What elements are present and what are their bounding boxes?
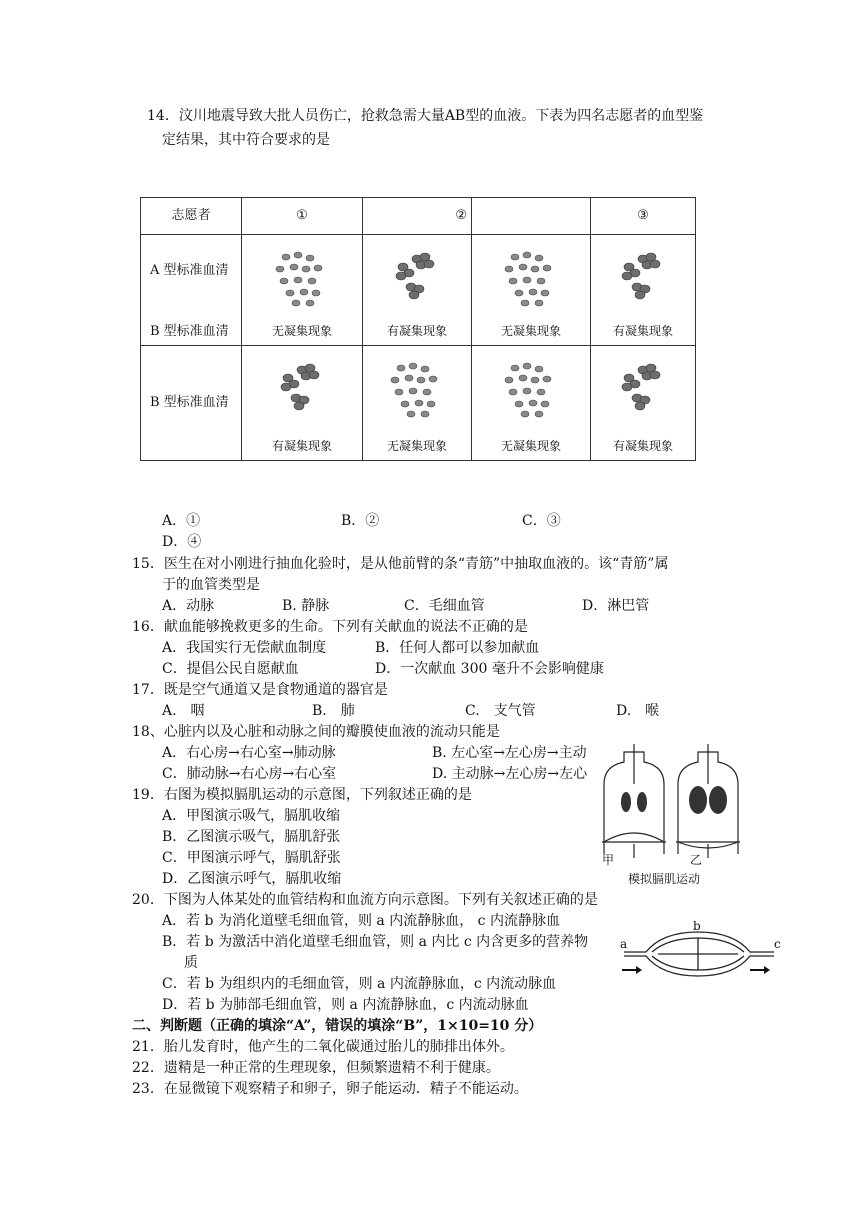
- q15-option-b[interactable]: B. 静脉: [282, 598, 330, 614]
- row1-label: [141, 235, 242, 346]
- row2-label-text: B 型标准血清: [150, 395, 229, 410]
- result-caption: 有凝集现象: [612, 324, 673, 338]
- row1-label-b: B 型标准血清: [150, 324, 229, 339]
- q16-option-c[interactable]: C．提倡公民自愿献血: [162, 661, 299, 677]
- table-header-4: ③: [591, 198, 696, 235]
- result-caption: 有凝集现象: [612, 439, 673, 453]
- q14-line1: 14．汶川地震导致大批人员伤亡，抢救急需大量AB型的血液。下表为四名志愿者的血型鉴: [147, 108, 704, 124]
- agglutinated-cells-icon: [387, 249, 447, 309]
- q20-option-b-cont: 质: [184, 955, 198, 971]
- figure-caption: 模拟膈肌运动: [628, 872, 701, 886]
- row1-label-a: A 型标准血清: [150, 263, 229, 278]
- q16-option-b[interactable]: B．任何人都可以参加献血: [375, 640, 540, 656]
- agglutinated-cells-icon: [613, 249, 673, 309]
- blood-type-table: [140, 197, 696, 461]
- q20-option-b[interactable]: B．若 b 为激活中消化道壁毛细血管，则 a 内比 c 内含更多的营养物: [162, 934, 589, 950]
- table-header-volunteer: 志愿者: [141, 198, 242, 235]
- q19-option-b[interactable]: B．乙图演示吸气，膈肌舒张: [162, 829, 341, 845]
- q21-text: 21．胎儿发育时，他产生的二氧化碳通过胎儿的肺排出体外。: [132, 1039, 514, 1055]
- dispersed-cells-icon: [387, 360, 447, 420]
- result-cell: [363, 235, 472, 346]
- table-header-1: ①: [242, 198, 363, 235]
- q20-option-d[interactable]: D．若 b 为肺部毛细血管，则 a 内流静脉血，c 内流动脉血: [162, 997, 529, 1013]
- q20-option-c[interactable]: C．若 b 为组织内的毛细血管，则 a 内流静脉血，c 内流动脉血: [162, 976, 557, 992]
- figure-label-a: a: [620, 937, 628, 951]
- result-cell: [363, 346, 472, 461]
- result-cell: [472, 346, 591, 461]
- dispersed-cells-icon: [501, 249, 561, 309]
- q23-text: 23．在显微镜下观察精子和卵子，卵子能运动．精子不能运动。: [132, 1081, 528, 1097]
- result-caption: 无凝集现象: [386, 439, 447, 453]
- agglutinated-cells-icon: [272, 360, 332, 420]
- q17-option-b[interactable]: B. 肺: [312, 703, 355, 719]
- q14-option-d[interactable]: D．④: [162, 534, 202, 550]
- dispersed-cells-icon: [501, 360, 561, 420]
- table-header-2: ②: [363, 198, 472, 235]
- result-caption: 有凝集现象: [386, 324, 447, 338]
- q14-option-a[interactable]: A．①: [162, 513, 201, 529]
- result-cell: [242, 235, 363, 346]
- q20-option-a[interactable]: A．若 b 为消化道壁毛细血管，则 a 内流静脉血， c 内流静脉血: [162, 913, 560, 929]
- q20-line1: 20．下图为人体某处的血管结构和血流方向示意图。下列有关叙述正确的是: [132, 892, 598, 908]
- diaphragm-model-figure: [596, 744, 746, 864]
- result-caption: 无凝集现象: [500, 324, 561, 338]
- figure-label-jia: 甲: [602, 853, 615, 867]
- q17-option-c[interactable]: C. 支气管: [465, 703, 536, 719]
- section2-title: 二、判断题（正确的填涂“A”，错误的填涂“B”，1×10=10 分）: [132, 1018, 543, 1034]
- q19-option-a[interactable]: A．甲图演示吸气，膈肌收缩: [162, 808, 341, 824]
- q18-option-c[interactable]: C．肺动脉→右心房→右心室: [162, 766, 337, 782]
- result-cell: [472, 235, 591, 346]
- q14-line2: 定结果，其中符合要求的是: [162, 132, 330, 148]
- q18-option-d[interactable]: D. 主动脉→左心房→左心: [432, 766, 588, 782]
- result-cell: [591, 346, 696, 461]
- result-caption: 无凝集现象: [271, 324, 332, 338]
- q19-line1: 19．右图为模拟膈肌运动的示意图，下列叙述正确的是: [132, 787, 472, 803]
- result-cell: [591, 235, 696, 346]
- q14-option-c[interactable]: C．③: [522, 513, 561, 529]
- q15-line2: 于的血管类型是: [162, 577, 260, 593]
- q15-option-c[interactable]: C．毛细血管: [404, 598, 485, 614]
- result-caption: 有凝集现象: [271, 439, 332, 453]
- q17-option-d[interactable]: D. 喉: [616, 703, 660, 719]
- q14-option-b[interactable]: B．②: [341, 513, 380, 529]
- q19-option-c[interactable]: C．甲图演示呼气，膈肌舒张: [162, 850, 341, 866]
- figure-label-b: b: [693, 919, 701, 933]
- result-caption: 无凝集现象: [500, 439, 561, 453]
- dispersed-cells-icon: [272, 249, 332, 309]
- figure-label-c: c: [774, 937, 781, 951]
- q15-option-d[interactable]: D．淋巴管: [582, 598, 650, 614]
- q16-option-d[interactable]: D．一次献血 300 毫升不会影响健康: [375, 661, 604, 677]
- q17-line1: 17．既是空气通道又是食物通道的器官是: [132, 682, 388, 698]
- result-cell: [242, 346, 363, 461]
- table-header-3: [472, 198, 591, 235]
- q18-option-b[interactable]: B. 左心室→左心房→主动: [432, 745, 587, 761]
- q15-line1: 15．医生在对小刚进行抽血化验时，是从他前臂的条“青筋”中抽取血液的。该“青筋”属: [132, 556, 669, 572]
- q17-option-a[interactable]: A. 咽: [162, 703, 205, 719]
- q19-option-d[interactable]: D．乙图演示呼气，膈肌收缩: [162, 871, 342, 887]
- row2-label: [141, 346, 242, 461]
- q18-option-a[interactable]: A．右心房→右心室→肺动脉: [162, 745, 336, 761]
- figure-label-yi: 乙: [690, 853, 703, 867]
- q16-option-a[interactable]: A．我国实行无偿献血制度: [162, 640, 327, 656]
- agglutinated-cells-icon: [613, 360, 673, 420]
- q22-text: 22．遗精是一种正常的生理现象，但频繁遗精不利于健康。: [132, 1060, 500, 1076]
- q16-line1: 16．献血能够挽救更多的生命。下列有关献血的说法不正确的是: [132, 619, 528, 635]
- q18-line1: 18、心脏内以及心脏和动脉之间的瓣膜使血液的流动只能是: [132, 724, 500, 740]
- q15-option-a[interactable]: A．动脉: [162, 598, 215, 614]
